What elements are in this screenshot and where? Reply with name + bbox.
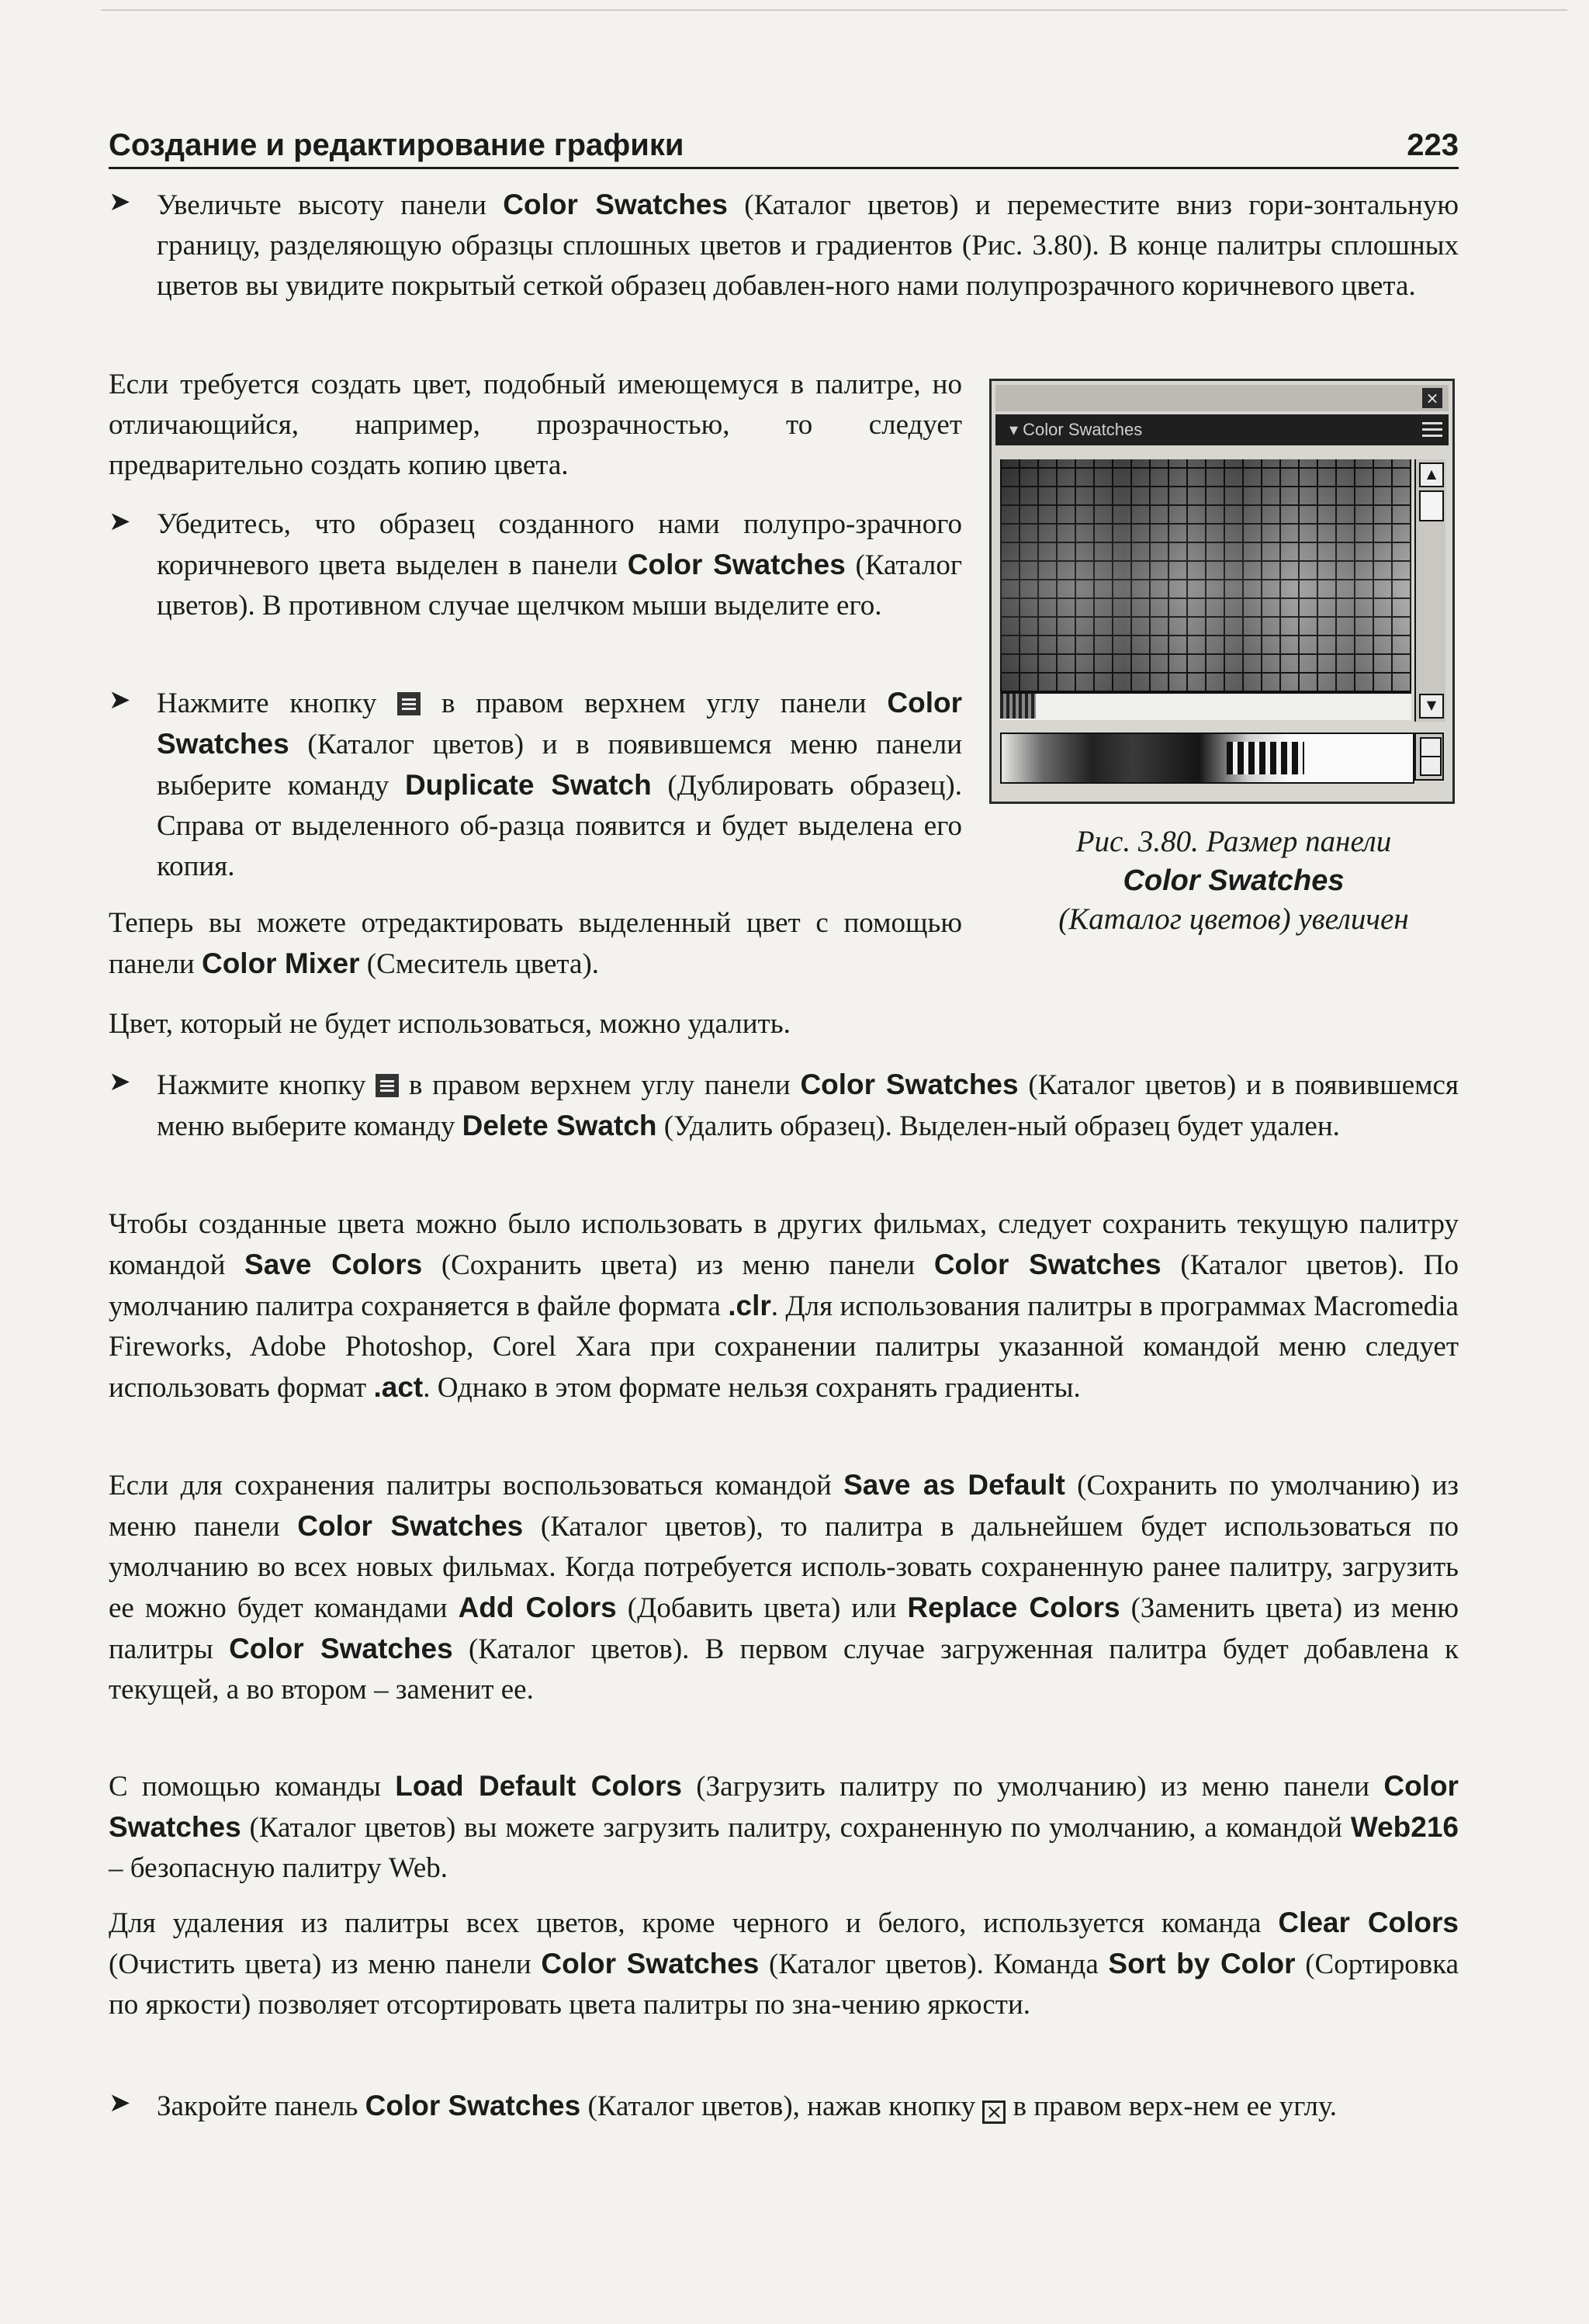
term: .act	[373, 1371, 424, 1403]
text: (Сохранить по умолчанию) из меню панели	[109, 1470, 1459, 1543]
term: Add Colors	[458, 1591, 617, 1623]
panel-options-menu-icon	[1422, 422, 1442, 438]
paragraph-8	[109, 1204, 1459, 1408]
paragraph-12	[157, 2086, 1459, 2127]
text: Нажмите кнопку	[157, 688, 398, 719]
panel-menu-icon	[376, 1074, 399, 1097]
term: Color Mixer	[201, 947, 360, 979]
bullet-arrow-icon: ➤	[109, 1068, 131, 1096]
text: Нажмите кнопку	[157, 1069, 376, 1101]
term: Color Swatches	[627, 549, 846, 580]
term: Load Default Colors	[395, 1770, 682, 1802]
bullet-arrow-icon: ➤	[109, 188, 131, 216]
panel-title: Color Swatches	[1023, 420, 1143, 439]
text: (Каталог цветов) вы можете загрузить палитру, сохраненную по умолчанию, а командой	[241, 1812, 1351, 1844]
text: (Загрузить палитру по умолчанию) из меню панели	[681, 1771, 1384, 1803]
bullet-arrow-icon: ➤	[109, 686, 131, 715]
term: Color Swatches	[503, 189, 728, 220]
text: (Каталог цветов) и переместите вниз гори-зонтальную границу, разделяющую образцы сплошных цветов и градиентов (Рис. 3.80). В конце палитры сплошных цветов вы увидите покрытый сеткой образец добавлен-ного нами полупрозрачного коричневого цвета.	[157, 189, 1459, 302]
text: (Каталог цветов). По умолчанию палитра сохраняется в файле формата	[109, 1249, 1459, 1322]
text: (Сортировка по яркости) позволяет отсортировать цвета палитры по зна-чению яркости.	[109, 1948, 1459, 2021]
term: Save as Default	[843, 1469, 1065, 1501]
term: Sort by Color	[1108, 1948, 1296, 1979]
scroll-thumb	[1419, 490, 1444, 521]
text: Чтобы созданные цвета можно было использовать в других фильмах, следует сохранить текущую палитру командой	[109, 1208, 1459, 1281]
paragraph-9	[109, 1465, 1459, 1710]
text: в правом верхнем углу панели	[399, 1069, 801, 1101]
term: Color Swatches	[229, 1633, 453, 1664]
paragraph-1	[157, 185, 1459, 307]
term: Replace Colors	[907, 1591, 1120, 1623]
text: (Дублировать образец). Справа от выделенного об-разца появится и будет выделена его копия.	[157, 770, 963, 882]
text: . Однако в этом формате нельзя сохранять градиенты.	[423, 1372, 1081, 1404]
term: .clr	[728, 1290, 771, 1321]
text: Закройте панель	[157, 2090, 365, 2122]
term: Color Swatches	[800, 1068, 1019, 1100]
term: Color Swatches	[157, 687, 962, 760]
scroll-down-icon: ▼	[1419, 694, 1444, 719]
caption-line-3: (Каталог цветов) увеличен	[1058, 902, 1409, 936]
gradient-scroll-down-icon	[1420, 756, 1442, 776]
text: (Каталог цветов). В противном случае щелчком мыши выделите его.	[157, 549, 962, 622]
text: (Каталог цветов) и в появившемся меню панели выберите команду	[157, 729, 962, 802]
paragraph-10	[109, 1766, 1459, 1889]
term: Delete Swatch	[462, 1110, 657, 1141]
page-number: 223	[1407, 128, 1459, 162]
close-box-icon: ×	[982, 2101, 1006, 2124]
text: . Для использования палитры в программах Macromedia Fireworks, Adobe Photoshop, Corel Xara при сохранении палитры указанной командой меню следует использовать формат	[109, 1290, 1459, 1404]
panel-menu-icon	[397, 692, 421, 715]
text: Цвет, который не будет использоваться, можно удалить.	[109, 1008, 791, 1040]
panel-top-strip	[995, 385, 1449, 411]
text: Теперь вы можете отредактировать выделенный цвет с помощью панели	[109, 907, 962, 980]
text: С помощью команды	[109, 1771, 396, 1803]
running-header-title: Создание и редактирование графики	[109, 128, 684, 162]
text: (Каталог цветов). Команда	[759, 1948, 1109, 1980]
text: (Сохранить цвета) из меню панели	[422, 1249, 934, 1281]
term: Color Swatches	[109, 1770, 1459, 1843]
translucent-swatch	[1000, 694, 1036, 719]
text: (Добавить цвета) или	[616, 1592, 908, 1624]
text: (Каталог цветов). В первом случае загруженная палитра будет добавлена к текущей, а во втором – заменит ее.	[109, 1633, 1459, 1706]
term: Clear Colors	[1278, 1907, 1459, 1938]
header-rule	[109, 167, 1459, 169]
text: (Каталог цветов), то палитра в дальнейшем будет использоваться по умолчанию во всех новых фильмах. Когда потребуется исполь-зовать сохраненную ранее палитру, загрузить ее можно будет командами	[109, 1511, 1459, 1624]
added-swatch-row	[1000, 692, 1411, 720]
paragraph-11	[109, 1903, 1459, 2025]
term: Color Swatches	[541, 1948, 760, 1979]
swatch-scrollbar	[1414, 459, 1445, 722]
paragraph-5	[109, 903, 962, 985]
text: Убедитесь, что образец созданного нами полупро-зрачного коричневого цвета выделен в панели	[157, 508, 962, 581]
top-edge-rule	[101, 9, 1567, 11]
gradient-scroll-up-icon	[1420, 737, 1442, 757]
text: Если требуется создать цвет, подобный имеющемуся в палитре, но отличающийся, например, прозрачностью, то следует предварительно создать копию цвета.	[109, 369, 962, 481]
term: Web216	[1350, 1811, 1459, 1843]
bullet-arrow-icon: ➤	[109, 2089, 131, 2118]
caption-line-2: Color Swatches	[1123, 864, 1345, 897]
text: Увеличьте высоту панели	[157, 189, 504, 221]
text: (Каталог цветов), нажав кнопку	[580, 2090, 983, 2122]
text: (Очистить цвета) из меню панели	[109, 1948, 542, 1980]
paragraph-2	[109, 365, 962, 486]
text: (Смеситель цвета).	[359, 948, 600, 980]
text: (Удалить образец). Выделен-ный образец будет удален.	[656, 1110, 1340, 1142]
scroll-up-icon: ▲	[1419, 462, 1444, 487]
paragraph-3	[157, 504, 962, 626]
panel-titlebar	[995, 414, 1449, 445]
text: (Каталог цветов) и в появившемся меню выберите команду	[157, 1069, 1459, 1142]
term: Duplicate Swatch	[404, 769, 652, 801]
paragraph-4	[157, 683, 962, 887]
term: Save Colors	[244, 1249, 423, 1280]
swatch-grid-shading	[1000, 459, 1411, 692]
gradient-scrollbar	[1414, 733, 1444, 781]
figure-caption	[1016, 823, 1451, 939]
panel-close-icon: ×	[1422, 388, 1442, 408]
running-header	[109, 123, 1459, 169]
text: (Заменить цвета) из меню палитры	[109, 1592, 1459, 1665]
text: в правом верхнем углу панели	[421, 688, 888, 719]
term: Color Swatches	[933, 1249, 1161, 1280]
gradient-swatch-row	[1000, 733, 1414, 784]
term: Color Swatches	[365, 2090, 581, 2121]
text: в правом верх-нем ее углу.	[1006, 2090, 1338, 2122]
bullet-arrow-icon: ➤	[109, 507, 131, 536]
text: Если для сохранения палитры воспользоваться командой	[109, 1470, 844, 1501]
text: Для удаления из палитры всех цветов, кроме черного и белого, используется команда	[109, 1907, 1279, 1939]
paragraph-6	[109, 1004, 1195, 1044]
figure-color-swatches-panel	[989, 379, 1455, 804]
collapse-triangle-icon: ▾	[1009, 420, 1023, 439]
caption-line-1: Рис. 3.80. Размер панели	[1075, 825, 1392, 858]
text: – безопасную палитру Web.	[109, 1852, 448, 1884]
paragraph-7	[157, 1065, 1459, 1147]
term: Color Swatches	[297, 1510, 524, 1542]
